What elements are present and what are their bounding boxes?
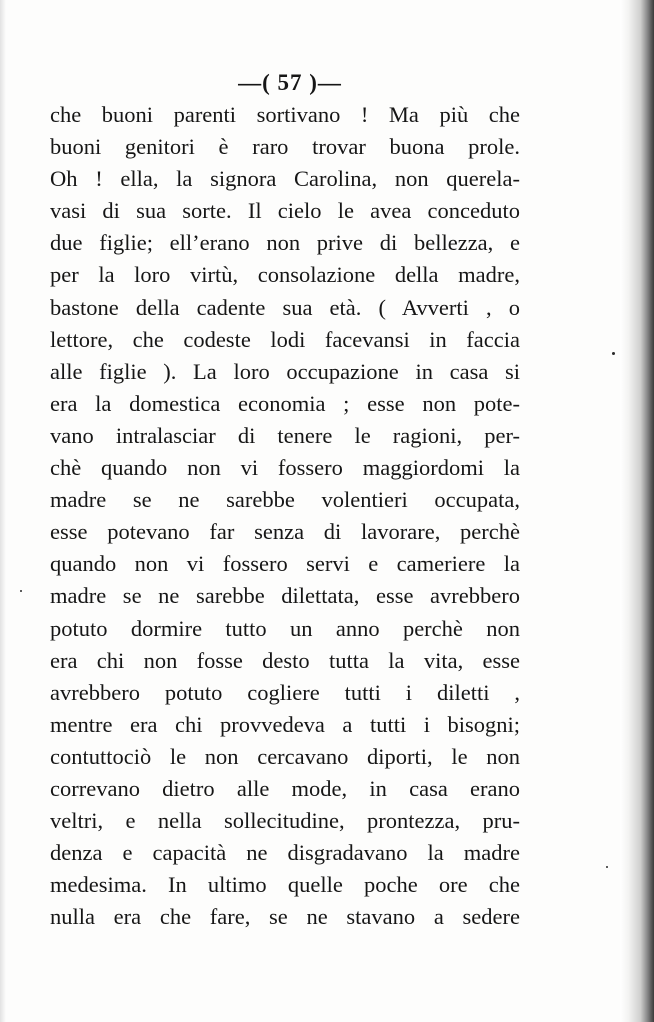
ink-speck bbox=[20, 590, 22, 592]
text-line: quando non vi fossero servi e cameriere la bbox=[50, 551, 520, 577]
text-line: vano intralasciar di tenere le ragioni, per- bbox=[50, 422, 520, 448]
text-line: potuto dormire tutto un anno perchè non bbox=[50, 615, 520, 641]
text-line: correvano dietro alle mode, in casa erano bbox=[50, 775, 520, 801]
page-right-edge-shadow bbox=[620, 0, 654, 1022]
text-line: contuttociò le non cercavano diporti, le non bbox=[50, 743, 520, 769]
page-left-edge-shadow bbox=[0, 0, 6, 1022]
text-line: buoni genitori è raro trovar buona prole. bbox=[50, 134, 520, 160]
text-line: era la domestica economia ; esse non pote- bbox=[50, 390, 520, 416]
text-line: nulla era che fare, se ne stavano a sedere bbox=[50, 904, 520, 930]
body-text bbox=[50, 99, 520, 933]
text-line: che buoni parenti sortivano ! Ma più che bbox=[50, 102, 520, 127]
text-line: madre se ne sarebbe volentieri occupata, bbox=[50, 487, 520, 513]
text-line: madre se ne sarebbe dilettata, esse avrebbero bbox=[50, 583, 520, 609]
text-line: bastone della cadente sua età. ( Avverti , o bbox=[50, 294, 520, 320]
text-line: denza e capacità ne disgradavano la madre bbox=[50, 840, 520, 866]
text-line: Oh ! ella, la signora Carolina, non querela- bbox=[50, 166, 520, 192]
text-line: alle figlie ). La loro occupazione in casa si bbox=[50, 358, 520, 384]
text-line: per la loro virtù, consolazione della madre, bbox=[50, 262, 520, 288]
text-line: veltri, e nella sollecitudine, prontezza, pru- bbox=[50, 808, 520, 834]
text-line: lettore, che codeste lodi facevansi in faccia bbox=[50, 326, 520, 352]
text-line: era chi non fosse desto tutta la vita, esse bbox=[50, 647, 520, 673]
page-number: —( 57 )— bbox=[238, 70, 342, 95]
text-line: medesima. In ultimo quelle poche ore che bbox=[50, 872, 520, 898]
ink-speck bbox=[606, 866, 608, 868]
text-line: esse potevano far senza di lavorare, perchè bbox=[50, 519, 520, 545]
text-line: vasi di sua sorte. Il cielo le avea conceduto bbox=[50, 198, 520, 224]
text-line: due figlie; ell’erano non prive di bellezza, e bbox=[50, 230, 520, 256]
ink-speck bbox=[612, 352, 615, 355]
text-line: avrebbero potuto cogliere tutti i diletti , bbox=[50, 679, 520, 705]
text-line: chè quando non vi fossero maggiordomi la bbox=[50, 455, 520, 481]
text-line: mentre era chi provvedeva a tutti i bisogni; bbox=[50, 711, 520, 737]
